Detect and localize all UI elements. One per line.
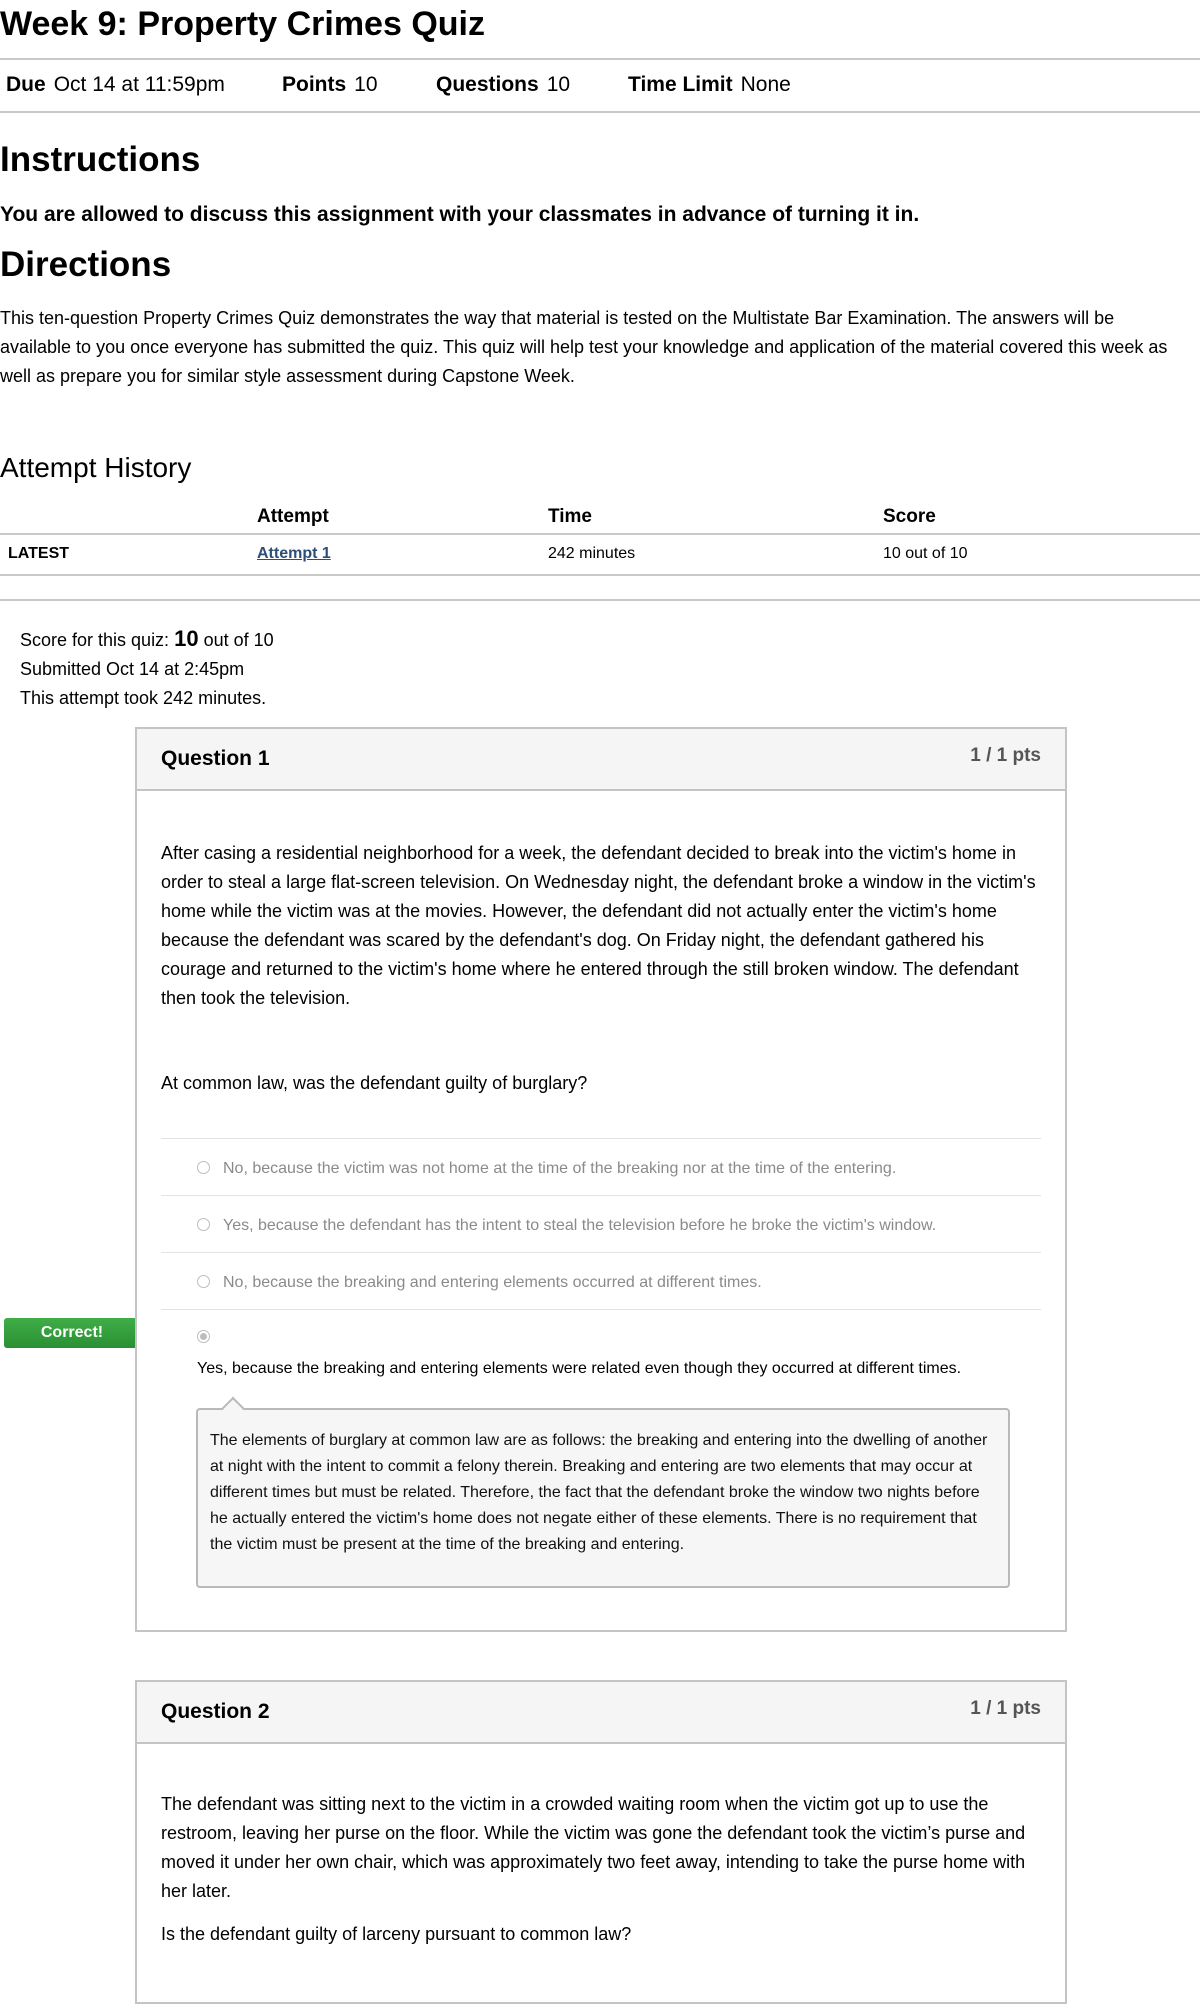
attempt-time: 242 minutes (548, 545, 636, 562)
question-title: Question 2 (161, 1700, 270, 1723)
column-header-attempt: Attempt (257, 506, 329, 527)
meta-points: Points 10 (282, 73, 378, 96)
answer-divider (161, 1195, 1041, 1196)
answer-divider (161, 1138, 1041, 1139)
correct-badge: Correct! (4, 1318, 152, 1348)
question-header (137, 729, 1065, 791)
attempt-history-title: Attempt History (0, 452, 192, 483)
answer-divider (161, 1309, 1041, 1310)
answer-4-correct: Yes, because the breaking and entering elements were related even though they occurred at different times. (197, 1360, 962, 1377)
directions-text: This ten-question Property Crimes Quiz demonstrates the way that material is tested on the Multistate Bar Examination. The answers will be available to you once everyone has submitted the quiz. This quiz will help test your knowledge and application of the material covered this week as well as prepare you for similar style assessment during Capstone Week. (0, 308, 1168, 386)
answer-radio-3[interactable] (197, 1275, 210, 1288)
question-prompt: Is the defendant guilty of larceny pursuant to common law? (161, 1924, 632, 1944)
meta-due: Due Oct 14 at 11:59pm (6, 73, 225, 96)
question-text: After casing a residential neighborhood for a week, the defendant decided to break into the victim's home in order to steal a large flat-screen television. On Wednesday night, the defendant broke a window in the victim's home while the victim was at the movies. However, the defendant did not actually enter the victim's home because the defendant was scared by the defendant's dog. On Friday night, the defendant gathered his courage and returned to the victim's home where he entered through the still broken window. The defendant then took the television. (161, 843, 1036, 1008)
attempt-duration: This attempt took 242 minutes. (20, 688, 267, 708)
column-header-score: Score (883, 506, 936, 527)
section-divider (0, 599, 1200, 601)
question-points: 1 / 1 pts (970, 745, 1041, 766)
submitted-time: Submitted Oct 14 at 2:45pm (20, 659, 245, 679)
meta-questions: Questions 10 (436, 73, 571, 96)
question-prompt: At common law, was the defendant guilty of burglary? (161, 1073, 588, 1093)
question-2 (135, 1680, 1067, 2004)
instructions-text: You are allowed to discuss this assignment with your classmates in advance of turning it in. (0, 203, 920, 226)
page-title: Week 9: Property Crimes Quiz (0, 5, 485, 43)
divider (0, 58, 1200, 60)
row-latest-label: LATEST (8, 545, 70, 562)
meta-time-limit: Time Limit None (628, 73, 791, 96)
attempt-1-link[interactable]: Attempt 1 (257, 545, 331, 562)
answer-radio-1[interactable] (197, 1161, 210, 1174)
feedback-text: The elements of burglary at common law are as follows: the breaking and entering into the dwelling of another at night with the intent to commit a felony therein. Breaking and entering are two elements that may occur at different times but must be related. Therefore, the fact that the defendant broke the window two nights before he actually entered the victim's home does not negate either of these elements. There is no requirement that the victim must be present at the time of the breaking and entering. (210, 1432, 988, 1553)
column-header-time: Time (548, 506, 593, 527)
attempt-score: 10 out of 10 (883, 545, 968, 562)
divider (0, 111, 1200, 113)
answer-divider (161, 1252, 1041, 1253)
table-divider (0, 533, 1200, 535)
answer-radio-4-selected[interactable] (197, 1330, 210, 1343)
question-text: The defendant was sitting next to the victim in a crowded waiting room when the victim got up to use the restroom, leaving her purse on the floor. While the victim was gone the defendant took the victim’s purse and moved it under her own chair, which was approximately two feet away, intending to take the purse home with her later. (161, 1794, 1026, 1901)
answer-1: No, because the victim was not home at the time of the breaking nor at the time of the entering. (223, 1160, 897, 1177)
question-header (137, 1682, 1065, 1744)
answer-3: No, because the breaking and entering elements occurred at different times. (223, 1274, 762, 1291)
instructions-heading: Instructions (0, 140, 201, 179)
question-title: Question 1 (161, 747, 270, 770)
quiz-score: Score for this quiz: 10 out of 10 (20, 626, 274, 651)
answer-feedback (196, 1408, 1010, 1588)
question-1 (135, 727, 1067, 1632)
directions-heading: Directions (0, 245, 172, 284)
answer-2: Yes, because the defendant has the intent to steal the television before he broke the victim's window. (223, 1217, 937, 1234)
table-divider (0, 574, 1200, 576)
question-points: 1 / 1 pts (970, 1698, 1041, 1719)
answer-radio-2[interactable] (197, 1218, 210, 1231)
